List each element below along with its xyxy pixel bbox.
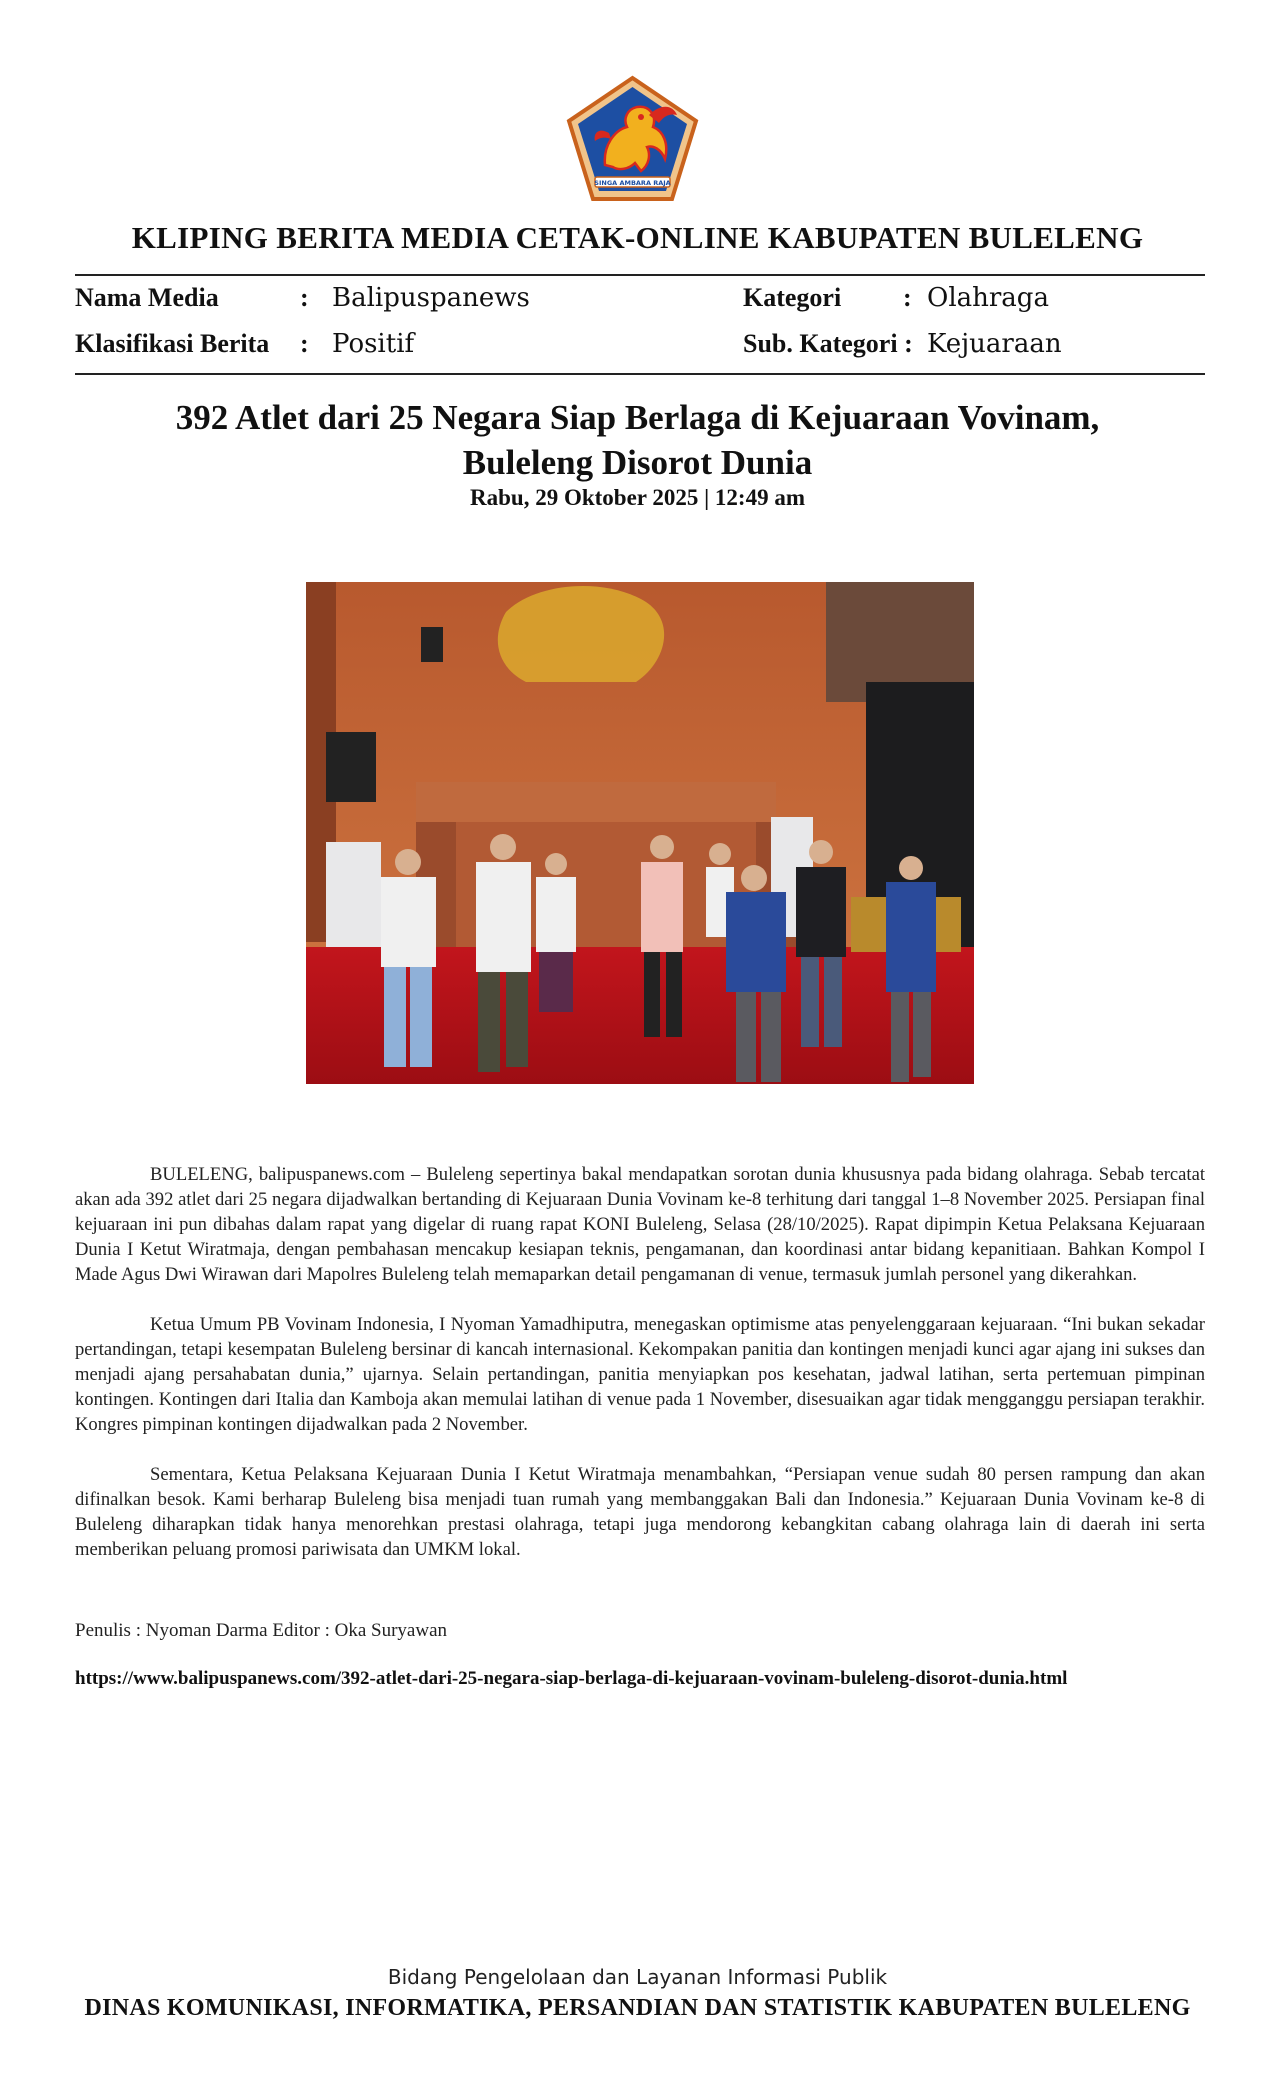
article-photo	[306, 582, 974, 1084]
top-divider	[75, 274, 1205, 276]
footer-unit: Bidang Pengelolaan dan Layanan Informasi Publik	[387, 1965, 888, 1989]
paragraph-2: Ketua Umum PB Vovinam Indonesia, I Nyoman Yamadhiputra, menegaskan optimisme atas penyelenggaraan kejuaraan. “Ini bukan sekadar pertandingan, tetapi kesempatan Buleleng bersinar di kancah internasional. Kekompakan panitia dan kontingen menjadi kunci agar ajang ini sukses dan menjadi ajang persahabatan dunia,” ujarnya. Selain pertandingan, panitia menyiapkan pos kesehatan, jadwal latihan, serta pertemuan pimpinan kontingen. Kontingen dari Italia dan Kamboja akan memulai latihan di venue pada 1 November, disesuaikan agar tidak mengganggu persiapan terakhir. Kongres pimpinan kontingen dijadwalkan pada 2 November.	[75, 1314, 1205, 1435]
document-title: KLIPING BERITA MEDIA CETAK-ONLINE KABUPATEN BULELENG	[131, 220, 1144, 255]
meta-row-2	[75, 329, 1205, 365]
logo-motto: SINGA AMBARA RAJA	[594, 179, 671, 187]
media-colon: :	[300, 283, 309, 312]
headline-line-2: Buleleng Disorot Dunia	[462, 443, 813, 482]
media-label: Nama Media	[75, 283, 219, 312]
paragraph-1: BULELENG, balipuspanews.com – Buleleng sepertinya bakal mendapatkan sorotan dunia khususnya pada bidang olahraga. Sebab tercatat akan ada 392 atlet dari 25 negara dijadwalkan bertanding di Kejuaraan Dunia Vovinam ke-8 terhitung dari tanggal 1–8 November 2025. Persiapan final kejuaraan ini pun dibahas dalam rapat yang digelar di ruang rapat KONI Buleleng, Selasa (28/10/2025). Rapat dipimpin Ketua Pelaksana Kejuaraan Dunia I Ketut Wiratmaja, dengan pembahasan mencakup kesiapan teknis, pengamanan, dan koordinasi antar bidang kepanitiaan. Bahkan Kompol I Made Agus Dwi Wirawan dari Mapolres Buleleng telah memaparkan detail pengamanan di venue, termasuk jumlah personel yang dikerahkan.	[75, 1164, 1205, 1285]
subkategori-label: Sub. Kategori :	[743, 329, 913, 358]
buleleng-crest-logo	[565, 75, 700, 203]
klasifikasi-label: Klasifikasi Berita	[75, 329, 270, 358]
subkategori-value: Kejuaraan	[927, 329, 1062, 359]
kategori-colon: :	[903, 283, 912, 312]
article-dateline: Rabu, 29 Oktober 2025 | 12:49 am	[470, 485, 805, 510]
kategori-label: Kategori	[743, 283, 842, 312]
paragraph-3: Sementara, Ketua Pelaksana Kejuaraan Dunia I Ketut Wiratmaja menambahkan, “Persiapan venue sudah 80 persen rampung dan akan difinalkan besok. Kami berharap Buleleng bisa menjadi tuan rumah yang membanggakan Bali dan Indonesia.” Kejuaraan Dunia Vovinam ke-8 di Buleleng diharapkan tidak hanya menorehkan prestasi olahraga, tetapi juga mendorong kebangkitan cabang olahraga lain di daerah ini serta memberikan peluang promosi pariwisata dan UMKM lokal.	[75, 1464, 1205, 1560]
author-credit: Penulis : Nyoman Darma Editor : Oka Suryawan	[75, 1620, 448, 1641]
article-body	[75, 1162, 1205, 1587]
kategori-value: Olahraga	[927, 283, 1049, 313]
meta-row-1	[75, 283, 1205, 319]
klasifikasi-value: Positif	[332, 329, 415, 359]
footer-agency: DINAS KOMUNIKASI, INFORMATIKA, PERSANDIAN DAN STATISTIK KABUPATEN BULELENG	[84, 1995, 1191, 2021]
media-value: Balipuspanews	[332, 283, 530, 313]
source-url-link[interactable]: https://www.balipuspanews.com/392-atlet-dari-25-negara-siap-berlaga-di-kejuaraan-vovinam-buleleng-disorot-dunia.html	[75, 1668, 1068, 1689]
bottom-divider	[75, 373, 1205, 375]
klasifikasi-colon: :	[300, 329, 309, 358]
headline-line-1: 392 Atlet dari 25 Negara Siap Berlaga di Kejuaraan Vovinam,	[175, 398, 1100, 437]
article-headline	[100, 395, 1175, 485]
